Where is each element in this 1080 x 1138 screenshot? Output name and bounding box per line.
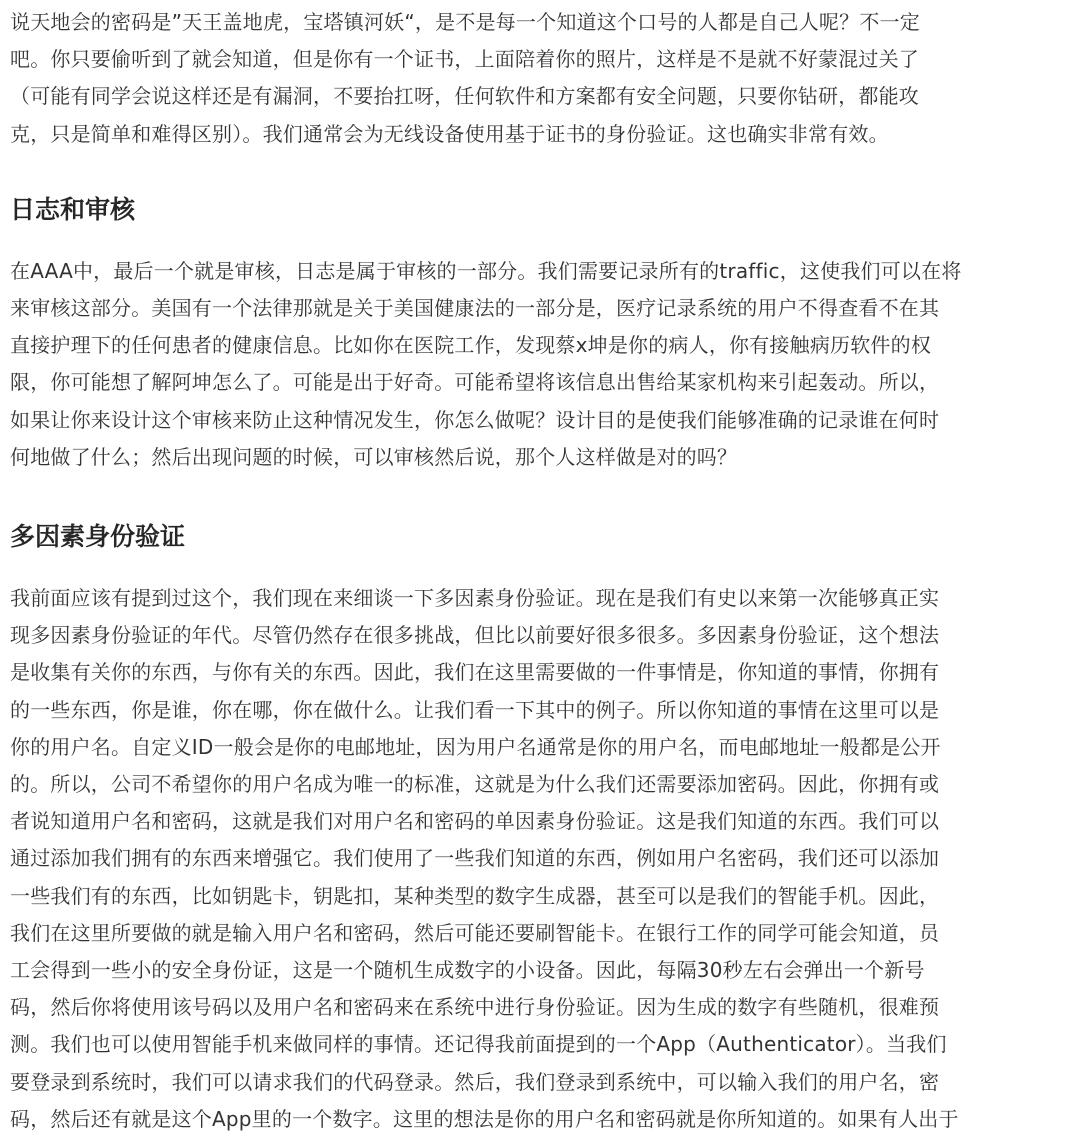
section-heading-logging: 日志和审核 [10,194,136,224]
paragraph-line: 测。我们也可以使用智能手机来做同样的事情。还记得我前面提到的一个App（Authenticator）。当我们 [10,1032,947,1057]
paragraph-line: 来审核这部分。美国有一个法律那就是关于美国健康法的一部分是，医疗记录系统的用户不得查看不在其 [10,296,940,321]
paragraph-line: 直接护理下的任何患者的健康信息。比如你在医院工作，发现蔡x坤是你的病人，你有接触病历软件的权 [10,333,932,358]
logging-paragraph [10,253,1010,476]
paragraph-line: 如果让你来设计这个审核来防止这种情况发生，你怎么做呢？设计目的是使我们能够准确的记录谁在何时 [10,407,940,432]
paragraph-line: 工会得到一些小的安全身份证，这是一个随机生成数字的小设备。因此，每隔30秒左右会弹出一个新号 [10,958,925,983]
paragraph-line: 通过添加我们拥有的东西来增强它。我们使用了一些我们知道的东西，例如用户名密码，我们还可以添加 [10,846,940,871]
article-body [10,4,1010,1138]
paragraph-line: 一些我们有的东西，比如钥匙卡，钥匙扣，某种类型的数字生成器，甚至可以是我们的智能手机。因此， [10,883,940,908]
intro-paragraph [10,4,1010,153]
paragraph-line: 码，然后还有就是这个App里的一个数字。这里的想法是你的用户名和密码就是你所知道的。如果有人出于 [10,1106,959,1131]
paragraph-line: 是收集有关你的东西，与你有关的东西。因此，我们在这里需要做的一件事情是，你知道的事情，你拥有 [10,660,940,685]
paragraph-line: 限，你可能想了解阿坤怎么了。可能是出于好奇。可能希望将该信息出售给某家机构来引起轰动。所以， [10,370,940,395]
paragraph-line: 你的用户名。自定义ID一般会是你的电邮地址，因为用户名通常是你的用户名，而电邮地址一般都是公开 [10,734,941,759]
paragraph-line: 现多因素身份验证的年代。尽管仍然存在很多挑战，但比以前要好很多很多。多因素身份验证，这个想法 [10,623,940,648]
paragraph-line: 要登录到系统时，我们可以请求我们的代码登录。然后，我们登录到系统中，可以输入我们的用户名，密 [10,1069,940,1094]
paragraph-line: 何地做了什么；然后出现问题的时候，可以审核然后说，那个人这样做是对的吗？ [10,444,738,469]
section-heading-mfa: 多因素身份验证 [10,522,186,552]
paragraph-line: 者说知道用户名和密码，这就是我们对用户名和密码的单因素身份验证。这是我们知道的东西。我们可以 [10,809,940,834]
paragraph-line: 吧。你只要偷听到了就会知道，但是你有一个证书，上面陪着你的照片，这样是不是就不好蒙混过关了 [10,47,919,72]
mfa-paragraph [10,580,1010,1138]
paragraph-line: 的。所以，公司不希望你的用户名成为唯一的标准，这就是为什么我们还需要添加密码。因此，你拥有或 [10,772,940,797]
paragraph-line: 码，然后你将使用该号码以及用户名和密码来在系统中进行身份验证。因为生成的数字有些随机，很难预 [10,995,940,1020]
paragraph-line: 我前面应该有提到过这个，我们现在来细谈一下多因素身份验证。现在是我们有史以来第一次能够真正实 [10,586,940,611]
paragraph-line: 说天地会的密码是”天王盖地虎，宝塔镇河妖“，是不是每一个知道这个口号的人都是自己人呢？不一定 [10,10,920,34]
paragraph-line: 的一些东西，你是谁，你在哪，你在做什么。让我们看一下其中的例子。所以你知道的事情在这里可以是 [10,697,940,722]
paragraph-line: （可能有同学会说这样还是有漏洞，不要抬扛呀，任何软件和方案都有安全问题，只要你钻研，都能攻 [10,84,919,109]
paragraph-line: 我们在这里所要做的就是输入用户名和密码，然后可能还要刷智能卡。在银行工作的同学可能会知道，员 [10,920,940,945]
paragraph-line: 在AAA中，最后一个就是审核，日志是属于审核的一部分。我们需要记录所有的traffic，这使我们可以在将 [10,258,962,283]
paragraph-line: 克，只是简单和难得区别）。我们通常会为无线设备使用基于证书的身份验证。这也确实非常有效。 [10,121,889,146]
